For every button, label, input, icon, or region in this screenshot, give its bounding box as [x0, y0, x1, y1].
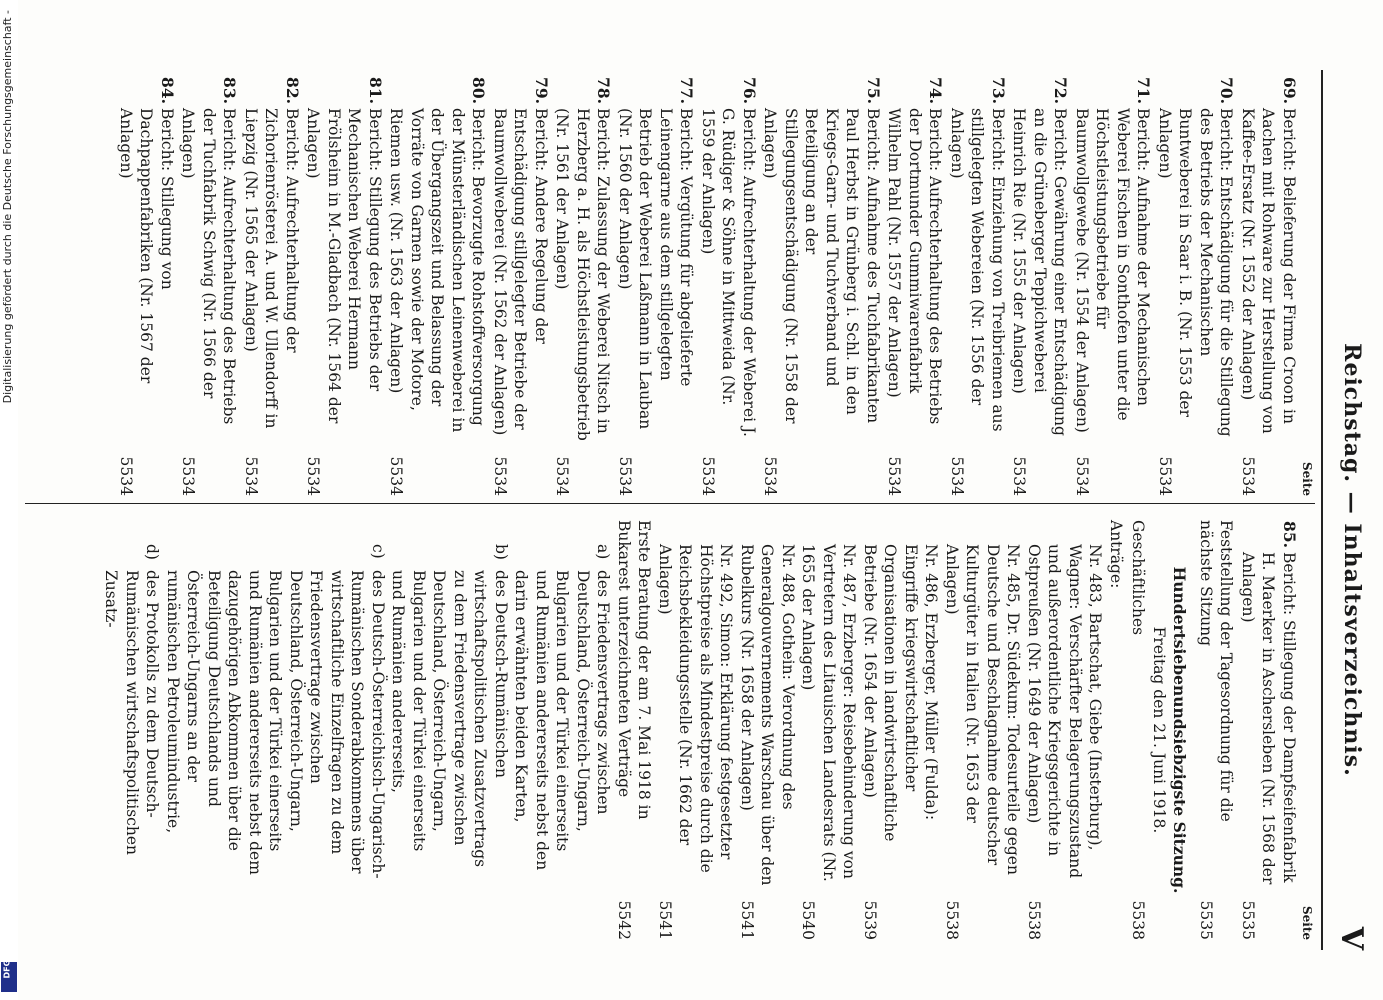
entry-number: 71.: [1134, 77, 1154, 104]
left-column: [115, 76, 1316, 496]
entry-page: 5534: [242, 456, 260, 496]
agenda-text: Feststellung der Tagesordnung für die nächste Sitzung: [1197, 520, 1236, 822]
list-item: [1238, 520, 1300, 940]
entry-page: 5534: [1073, 456, 1091, 496]
right-column: [101, 520, 1315, 940]
treaty-item-label: a): [594, 544, 613, 560]
treaty-item-label: d): [143, 544, 162, 560]
list-item: [386, 76, 489, 496]
entry-text: Bericht: Aufrechterhaltung der Weberei J. G. Rüdiger & Söhne in Mittweida (Nr. 1559 der Anlagen): [699, 108, 758, 437]
entry-page: 5534: [387, 456, 406, 496]
entry-text: Bericht: Aufnahme des Tuchfabrikanten Paul Herbst in Grünberg i. Schl. in den Kriegs-Garn- und Tuchverband und Beteiligung an der Stillegungsentschädigung (Nr. 1558 der Anlagen): [761, 108, 882, 424]
entry-number: 84.: [158, 77, 177, 104]
entry-text: Bericht: Aufnahme der Mechanischen Weberei Fischen in Sonthofen unter die Höchstleistungsbetriebe für Baumwollgewebe (Nr. 1554 der Anlagen): [1073, 108, 1153, 433]
motion-item: [737, 544, 799, 940]
session-heading: [1149, 520, 1190, 940]
motions-list: [655, 520, 1106, 940]
treaty-item-label: c): [369, 544, 387, 559]
entry-number: 79.: [532, 77, 551, 104]
dfg-logo: [1, 959, 17, 992]
entry-text: Bericht: Aufrechterhaltung des Betriebs der Dortmunder Gummiwarenfabrik Wilhelm Pahl (Nr. 1557 der Anlagen): [885, 108, 945, 425]
business-entry: [1128, 520, 1149, 940]
entry-page: 5534: [553, 456, 572, 496]
entry-number: 76.: [740, 77, 759, 104]
business-page: 5538: [1129, 900, 1148, 940]
entry-page: 5534: [948, 456, 966, 496]
list-item: [884, 76, 946, 496]
treaty-item-text: des Deutsch-Österreichisch-Ungarisch-Rumänischen Sonderabkommens über wirtschaftliche Einzelfragen zu dem Friedensvertrage zwischen Deutschland, Österreich-Ungarn, Bulgarien und der Türkei einerseits und Rumänien andererseits nebst dem dazugehörigen Abkommen über die Beteiligung Deutschlands und Österreich-Ungarns an der rumänischen Petroleumindustrie,: [164, 570, 387, 879]
seite-label: Seite: [1300, 905, 1314, 940]
motion-item: [655, 544, 737, 940]
erste-beratung-page: 5542: [615, 900, 633, 940]
session-date: Freitag den 21. Juni 1918.: [1150, 626, 1168, 834]
list-item: [241, 76, 303, 496]
motion-page: 5541: [738, 900, 756, 940]
entry-number: 77.: [677, 77, 697, 104]
treaty-item-text: des Friedensvertrags zwischen Deutschland, Österreich-Ungarn, Bulgarien und der Türkei einerseits und Rumänien andererseits nebst den darin erwähnten beiden Karten,: [512, 570, 613, 871]
entry-text: Bericht: Stillegung des Betriebs der Mechanischen Weberei Hermann Frölsheim in M.-Gladbach (Nr. 1564 der Anlagen): [304, 108, 384, 424]
entry-number: 80.: [469, 77, 489, 104]
page-header: [1329, 70, 1369, 950]
motion-page: 5540: [799, 900, 818, 940]
entry-text: Bericht: Einziehung von Treibriemen aus stillgelegten Webereien (Nr. 1556 der Anlagen): [948, 108, 1007, 432]
entry-number: 70.: [1217, 77, 1237, 104]
list-item: [303, 76, 385, 496]
header-rule: [1321, 70, 1323, 950]
motion-text: Nr. 486, Erzberger, Müller (Fulda): Eingriffe kriegswirtschaftlicher Organisationen in landwirtschaftliche Betriebe (Nr. 1654 der Anlagen): [861, 544, 941, 842]
treaty-item: [511, 544, 614, 940]
page-number: V: [1334, 926, 1369, 950]
motion-text: Nr. 483, Bartschat, Giebe (Insterburg), Wagner: Verschärfter Belagerungszustand und außerordentliche Kriegsgerichte in Ostpreußen (Nr. 1649 der Anlagen): [1025, 544, 1105, 879]
agenda-page: 5535: [1197, 900, 1215, 940]
treaty-item: [101, 544, 163, 940]
digitization-footer: [0, 0, 18, 1000]
treaty-item: [163, 544, 389, 940]
entry-text: Bericht: Aufrechterhaltung des Betriebs der Tuchfabrik Schwig (Nr. 1566 der Anlagen): [179, 108, 239, 425]
entry-page: 5534: [1239, 456, 1257, 496]
entry-text: Bericht: Stillegung von Dachpappenfabriken (Nr. 1567 der Anlagen): [117, 108, 176, 384]
entry-page: 5534: [885, 456, 904, 496]
entry-number: 69.: [1280, 77, 1299, 104]
footer-text: Digitalisierung gefördert durch die Deutsche Forschungsgemeinschaft -: [1, 10, 14, 404]
entry-page: 5535: [1239, 900, 1257, 940]
motion-text: Nr. 488, Gothein: Verordnung des Generalgouvernements Warschau über den Rubelkurs (Nr. 1658 der Anlagen): [738, 544, 797, 886]
entry-number: 78.: [594, 77, 614, 104]
entry-number: 83.: [220, 77, 240, 104]
motion-item: [798, 544, 860, 940]
entry-text: Bericht: Vergütung für abgelieferte Leinengarne aus dem stillgelegten Betrieb der Weberei Laßmann in Lauban (Nr. 1560 der Anlagen): [616, 108, 696, 430]
list-item: [552, 76, 614, 496]
list-item: [1072, 76, 1154, 496]
entry-text: Bericht: Andere Regelung der Entschädigung stillgelegter Betriebe der Baumwollweberei (Nr. 1562 der Anlagen): [491, 108, 550, 436]
motion-item: [942, 544, 1024, 940]
motion-text: Nr. 492, Simon: Erklärung festgesetzter Höchstpreise als Mindestpreise durch die Reichsbekleidungsstelle (Nr. 1662 der Anlagen): [656, 544, 736, 873]
entry-page: 5534: [179, 456, 198, 496]
list-item: [1238, 76, 1300, 496]
entry-text: Bericht: Entschädigung für die Stillegung des Betriebs der Mechanischen Buntweberei in Saar i. B. (Nr. 1553 der Anlagen): [1156, 108, 1236, 437]
entry-text: Bericht: Belieferung der Firma Croon in Aachen mit Rohware zur Herstellung von Kaffee-Ersatz (Nr. 1552 der Anlagen): [1239, 108, 1298, 434]
entry-page: 5534: [304, 456, 323, 496]
list-item: [1009, 76, 1071, 496]
motion-item: [1024, 544, 1106, 940]
entry-page: 5534: [761, 456, 780, 496]
antraege-label: Anträge:: [1107, 520, 1125, 589]
motion-text: Nr. 485, Dr. Südekum: Todesurteile gegen Deutsche und Beschlagnahme deutscher Kulturgüter in Italien (Nr. 1653 der Anlagen): [943, 544, 1023, 875]
list-item: [178, 76, 240, 496]
list-item: [1155, 76, 1237, 496]
entry-page: 5534: [491, 456, 509, 496]
entry-page: 5534: [616, 456, 634, 496]
entry-page: 5534: [1010, 456, 1029, 496]
list-item: [490, 76, 552, 496]
entry-number: 72.: [1051, 77, 1071, 104]
list-item: [116, 76, 178, 496]
entry-number: 73.: [989, 77, 1008, 104]
treaty-item-text: des Protokolls zu dem Deutsch-Rumänischen wirtschaftspolitischen Zusatz-: [102, 570, 162, 856]
session-title: Hundertsiebenundsiebzigste Sitzung.: [1170, 566, 1190, 894]
list-item: [615, 76, 697, 496]
erste-beratung-entry: [614, 520, 655, 940]
dfg-logo-text: DFG: [2, 959, 12, 979]
motion-page: 5538: [943, 900, 961, 940]
entry-text: Bericht: Bevorzugte Rohstoffversorgung der Münsterländischen Leinenweberei in der Übergangszeit und Belassung der Vorräte von Garnen sowie der Motore, Riemen usw. (Nr. 1563 der Anlagen): [387, 108, 488, 433]
list-item: [947, 76, 1009, 496]
entry-text: Bericht: Stillegung der Dampfseifenfabrik H. Maerker in Aschersleben (Nr. 1568 der Anlagen): [1239, 552, 1298, 885]
entry-text: Bericht: Aufrechterhaltung der Zichorienrösterei A. und W. Ullendorff in Liepzig (Nr. 1565 der Anlagen): [242, 108, 301, 429]
motion-item: [860, 544, 942, 940]
motion-page: 5541: [656, 900, 674, 940]
business-text: Geschäftliches: [1129, 520, 1148, 636]
page-title: Reichstag. — Inhaltsverzeichnis.: [1339, 343, 1365, 777]
entry-number: 82.: [283, 77, 302, 104]
left-entry-list: [116, 76, 1300, 496]
motion-text: Nr. 487, Erzberger: Reisebehinderung von Vertretern des Litauischen Landesrats (Nr. 1655 der Anlagen): [799, 544, 859, 882]
seite-label: Seite: [1300, 461, 1314, 496]
treaty-items-list: [101, 520, 614, 940]
entry-page: 5534: [1156, 456, 1174, 496]
list-item: [698, 76, 760, 496]
column-divider: [25, 503, 1315, 504]
entry-number: 74.: [926, 77, 946, 104]
treaty-item: [388, 544, 511, 940]
entry-number: 85.: [1280, 521, 1299, 548]
agenda-entry: [1196, 520, 1237, 940]
treaty-item-label: b): [492, 544, 510, 560]
motion-page: 5539: [861, 900, 879, 940]
treaty-item-text: des Deutsch-Rumänischen wirtschaftspolitischen Zusatzvertrags zu dem Friedensvertrage zwischen Deutschland, Österreich-Ungarn, Bulgarien und der Türkei einerseits und Rumänien andererseits,: [389, 570, 510, 868]
entry-number: 81.: [366, 77, 385, 104]
entry-text: Bericht: Zulassung der Weberei Nitsch in Herzberg a. H. als Höchstleistungsbetrieb (Nr. 1561 der Anlagen): [553, 108, 613, 441]
list-item: [760, 76, 883, 496]
erste-beratung-text: Erste Beratung der am 7. Mai 1918 in Bukarest unterzeichneten Verträge: [615, 520, 654, 820]
entry-page: 5534: [699, 456, 717, 496]
entry-number: 75.: [864, 77, 883, 104]
motion-page: 5538: [1025, 900, 1043, 940]
entry-text: Bericht: Gewährung einer Entschädigung an die Grüneberger Teppichweberei Heinrich Rie (Nr. 1555 der Anlagen): [1010, 108, 1070, 436]
entry-page: 5534: [117, 456, 135, 496]
